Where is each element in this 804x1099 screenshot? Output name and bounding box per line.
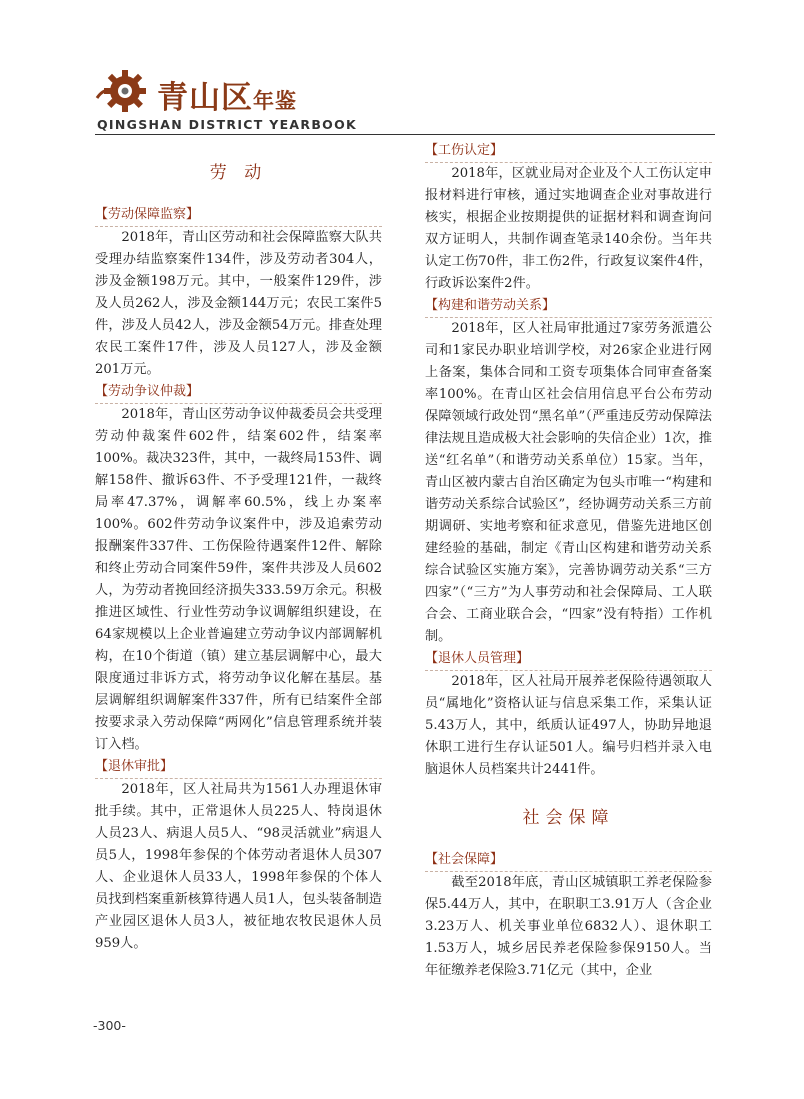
header-rule	[95, 134, 715, 135]
article-retirement-approval	[95, 756, 382, 955]
article-body: 2018年，区就业局对企业及个人工伤认定申报材料进行审核，通过实地调查企业对事故进行核实，根据企业按期提供的证据材料和调查询问双方证明人，共制作调查笔录140余份。当年共认定工伤70件，非工伤2件，行政复议案件4件，行政诉讼案件2件。	[425, 166, 712, 291]
article-heading: 【社会保障】	[425, 849, 712, 872]
left-column	[95, 150, 382, 955]
article-body: 2018年，区人社局审批通过7家劳务派遣公司和1家民办职业培训学校，对26家企业进行网上备案，集体合同和工资专项集体合同审查备案率100%。在青山区社会信用信息平台公布劳动保障领域行政处罚“黑名单”（严重违反劳动保障法律法规且造成极大社会影响的失信企业）1次，推送“红名单”（和谐劳动关系单位）15家。当年，青山区被内蒙古自治区确定为包头市唯一“构建和谐劳动关系综合试验区”，经协调劳动关系三方前期调研、实地考察和征求意见，借鉴先进地区创建经验的基础，制定《青山区构建和谐劳动关系综合试验区实施方案》，完善协调劳动关系“三方四家”（“三方”为人事劳动和社会保障局、工人联合会、工商业联合会，“四家”没有特指）工作机制。	[425, 321, 712, 644]
article-heading: 【工伤认定】	[425, 140, 712, 163]
yearbook-header	[95, 66, 715, 136]
article-heading: 【退休审批】	[95, 756, 382, 779]
article-work-injury	[425, 140, 712, 295]
logo-english-title: QINGSHAN DISTRICT YEARBOOK	[97, 117, 357, 132]
article-body: 截至2018年底，青山区城镇职工养老保险参保5.44万人，其中，在职职工3.91万人（含企业3.23万人、机关事业单位6832人）、退休职工1.53万人，城乡居民养老保险参保9150人。当年征缴养老保险3.71亿元（其中，企业	[425, 875, 712, 978]
article-labor-arbitration	[95, 381, 382, 756]
page-number: -300-	[93, 1018, 126, 1033]
logo-suffix: 年鉴	[253, 88, 297, 113]
article-heading: 【构建和谐劳动关系】	[425, 295, 712, 318]
section-title-labor: 劳 动	[209, 163, 268, 183]
article-heading: 【劳动争议仲裁】	[95, 381, 382, 404]
article-heading: 【劳动保障监察】	[95, 204, 382, 227]
gear-logo-icon	[95, 68, 155, 114]
section-title-social-security: 社会保障	[522, 808, 615, 828]
article-harmonious-labor	[425, 295, 712, 648]
logo-title: 青山区年鉴	[157, 80, 297, 116]
right-column	[425, 140, 712, 982]
article-body: 2018年，区人社局开展养老保险待遇领取人员“属地化”资格认证与信息采集工作，采集认证5.43万人，其中，纸质认证497人，协助异地退休职工进行生存认证501人。编号归档并录入电脑退休人员档案共计2441件。	[425, 674, 712, 777]
article-labor-inspection	[95, 204, 382, 381]
article-heading: 【退休人员管理】	[425, 648, 712, 671]
article-body: 2018年，区人社局共为1561人办理退休审批手续。其中，正常退休人员225人、特岗退休人员23人、病退人员5人、“98灵活就业”病退人员5人，1998年参保的个体劳动者退休人员307人、企业退休人员33人，1998年参保的个体人员找到档案重新核算待遇人员1人，包头装备制造产业园区退休人员3人，被征地农牧民退休人员959人。	[95, 782, 382, 951]
article-body: 2018年，青山区劳动和社会保障监察大队共受理办结监察案件134件，涉及劳动者304人，涉及金额198万元。其中，一般案件129件，涉及人员262人，涉及金额144万元；农民工案件5件，涉及人员42人，涉及金额54万元。排查处理农民工案件17件，涉及人员127人，涉及金额201万元。	[95, 230, 382, 377]
article-retiree-management	[425, 648, 712, 781]
article-social-security	[425, 849, 712, 982]
article-body: 2018年，青山区劳动争议仲裁委员会共受理劳动仲裁案件602件，结案602件，结案率100%。裁决323件，其中，一裁终局153件、调解158件、撤诉63件、不予受理121件，一裁终局率47.37%，调解率60.5%，线上办案率100%。602件劳动争议案件中，涉及追索劳动报酬案件337件、工伤保险待遇案件12件、解除和终止劳动合同案件59件，案件共涉及人员602人，为劳动者挽回经济损失333.59万余元。积极推进区域性、行业性劳动争议调解组织建设，在64家规模以上企业普遍建立劳动争议内部调解机构，在10个街道（镇）建立基层调解中心，最大限度通过非诉方式，将劳动争议化解在基层。基层调解组织调解案件337件，所有已结案件全部按要求录入劳动保障“两网化”信息管理系统并装订入档。	[95, 407, 382, 752]
